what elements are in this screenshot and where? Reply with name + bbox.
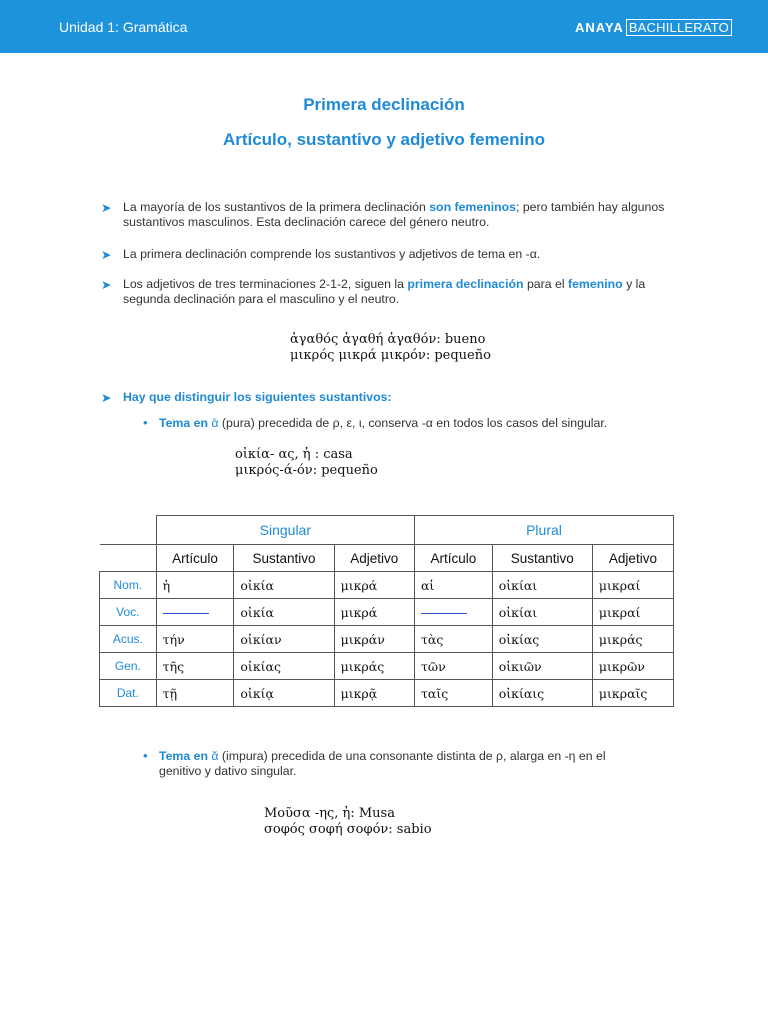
table-cell: μικραῖς bbox=[592, 680, 673, 707]
dot-bullet-icon: • bbox=[143, 415, 148, 430]
table-cell: οἰκία bbox=[234, 572, 334, 599]
plural-header: Plural bbox=[414, 516, 673, 545]
table-cell: μικραί bbox=[592, 572, 673, 599]
arrow-bullet-icon: ➤ bbox=[101, 248, 112, 262]
table-row bbox=[100, 626, 674, 653]
table-cell: οἰκίας bbox=[492, 626, 592, 653]
table-cell: οἰκίαν bbox=[234, 626, 334, 653]
table-row bbox=[100, 653, 674, 680]
paragraph-3: Los adjetivos de tres terminaciones 2-1-2, siguen la primera declinación para el femenino y la segunda declinación para el masculino y el neutro. bbox=[123, 277, 646, 306]
singular-header: Singular bbox=[156, 516, 414, 545]
dot-bullet-icon: • bbox=[143, 748, 148, 763]
table-cell: οἰκίαις bbox=[492, 680, 592, 707]
table-cell: τήν bbox=[156, 626, 234, 653]
declension-table bbox=[99, 515, 674, 707]
table-cell: οἰκιῶν bbox=[492, 653, 592, 680]
page-title: Primera declinación bbox=[303, 95, 465, 114]
column-header: Artículo bbox=[156, 545, 234, 572]
table-cell: τῇ bbox=[156, 680, 234, 707]
case-label: Gen. bbox=[100, 653, 157, 680]
table-cell: μικρά bbox=[334, 599, 414, 626]
arrow-bullet-icon: ➤ bbox=[101, 391, 112, 405]
table-cell: οἰκίᾳ bbox=[234, 680, 334, 707]
paragraph-4: Hay que distinguir los siguientes sustantivos: bbox=[123, 390, 392, 404]
table-cell: μικράς bbox=[334, 653, 414, 680]
arrow-bullet-icon: ➤ bbox=[101, 201, 112, 215]
case-label: Acus. bbox=[100, 626, 157, 653]
table-row bbox=[100, 680, 674, 707]
tema-impura: Tema en ᾰ (impura) precedida de una consonante distinta de ρ, alarga en -η en el genitivo y dativo singular. bbox=[159, 749, 606, 778]
table-cell: οἰκίαι bbox=[492, 572, 592, 599]
example-line: ἀγαθός ἀγαθή ἀγαθόν: bueno bbox=[290, 332, 486, 347]
table-cell: ἡ bbox=[156, 572, 234, 599]
example-line: μικρός μικρά μικρόν: pequeño bbox=[290, 348, 491, 363]
unit-title: Unidad 1: Gramática bbox=[59, 19, 188, 35]
table-cell: οἰκίαι bbox=[492, 599, 592, 626]
blank-cell bbox=[156, 599, 234, 626]
column-header: Adjetivo bbox=[334, 545, 414, 572]
column-header: Adjetivo bbox=[592, 545, 673, 572]
table-cell: μικραί bbox=[592, 599, 673, 626]
case-label: Dat. bbox=[100, 680, 157, 707]
table-cell: μικρᾷ bbox=[334, 680, 414, 707]
column-header: Artículo bbox=[414, 545, 492, 572]
publisher-logo: ANAYA BACHILLERATO bbox=[575, 20, 732, 35]
table-cell: οἰκίας bbox=[234, 653, 334, 680]
page-subtitle: Artículo, sustantivo y adjetivo femenino bbox=[222, 130, 546, 149]
example-line: σοφός σοφή σοφόν: sabio bbox=[264, 822, 432, 837]
table-cell: τὰς bbox=[414, 626, 492, 653]
example-line: Μοῦσα -ης, ἡ: Musa bbox=[264, 806, 395, 821]
table-cell: μικρά bbox=[334, 572, 414, 599]
example-line: οἰκία- ας, ἡ : casa bbox=[235, 447, 353, 462]
case-label: Nom. bbox=[100, 572, 157, 599]
table-cell: αἱ bbox=[414, 572, 492, 599]
tema-pura: Tema en ᾱ (pura) precedida de ρ, ε, ι, conserva -α en todos los casos del singular. bbox=[159, 416, 608, 430]
arrow-bullet-icon: ➤ bbox=[101, 278, 112, 292]
case-label: Voc. bbox=[100, 599, 157, 626]
table-row bbox=[100, 572, 674, 599]
table-cell: ταῖς bbox=[414, 680, 492, 707]
paragraph-1: La mayoría de los sustantivos de la primera declinación son femeninos; pero también hay algunos sustantivos masculinos. Esta declinación carece del género neutro. bbox=[123, 200, 665, 229]
header-bar bbox=[0, 0, 768, 53]
table-row bbox=[100, 599, 674, 626]
table-cell: τῶν bbox=[414, 653, 492, 680]
table-cell: οἰκία bbox=[234, 599, 334, 626]
table-cell: τῆς bbox=[156, 653, 234, 680]
table-cell: μικρῶν bbox=[592, 653, 673, 680]
blank-cell bbox=[414, 599, 492, 626]
column-header: Sustantivo bbox=[492, 545, 592, 572]
table-cell: μικράς bbox=[592, 626, 673, 653]
example-line: μικρός-ά-όν: pequeño bbox=[235, 463, 378, 478]
table-cell: μικράν bbox=[334, 626, 414, 653]
paragraph-2: La primera declinación comprende los sustantivos y adjetivos de tema en -α. bbox=[123, 247, 541, 261]
column-header: Sustantivo bbox=[234, 545, 334, 572]
